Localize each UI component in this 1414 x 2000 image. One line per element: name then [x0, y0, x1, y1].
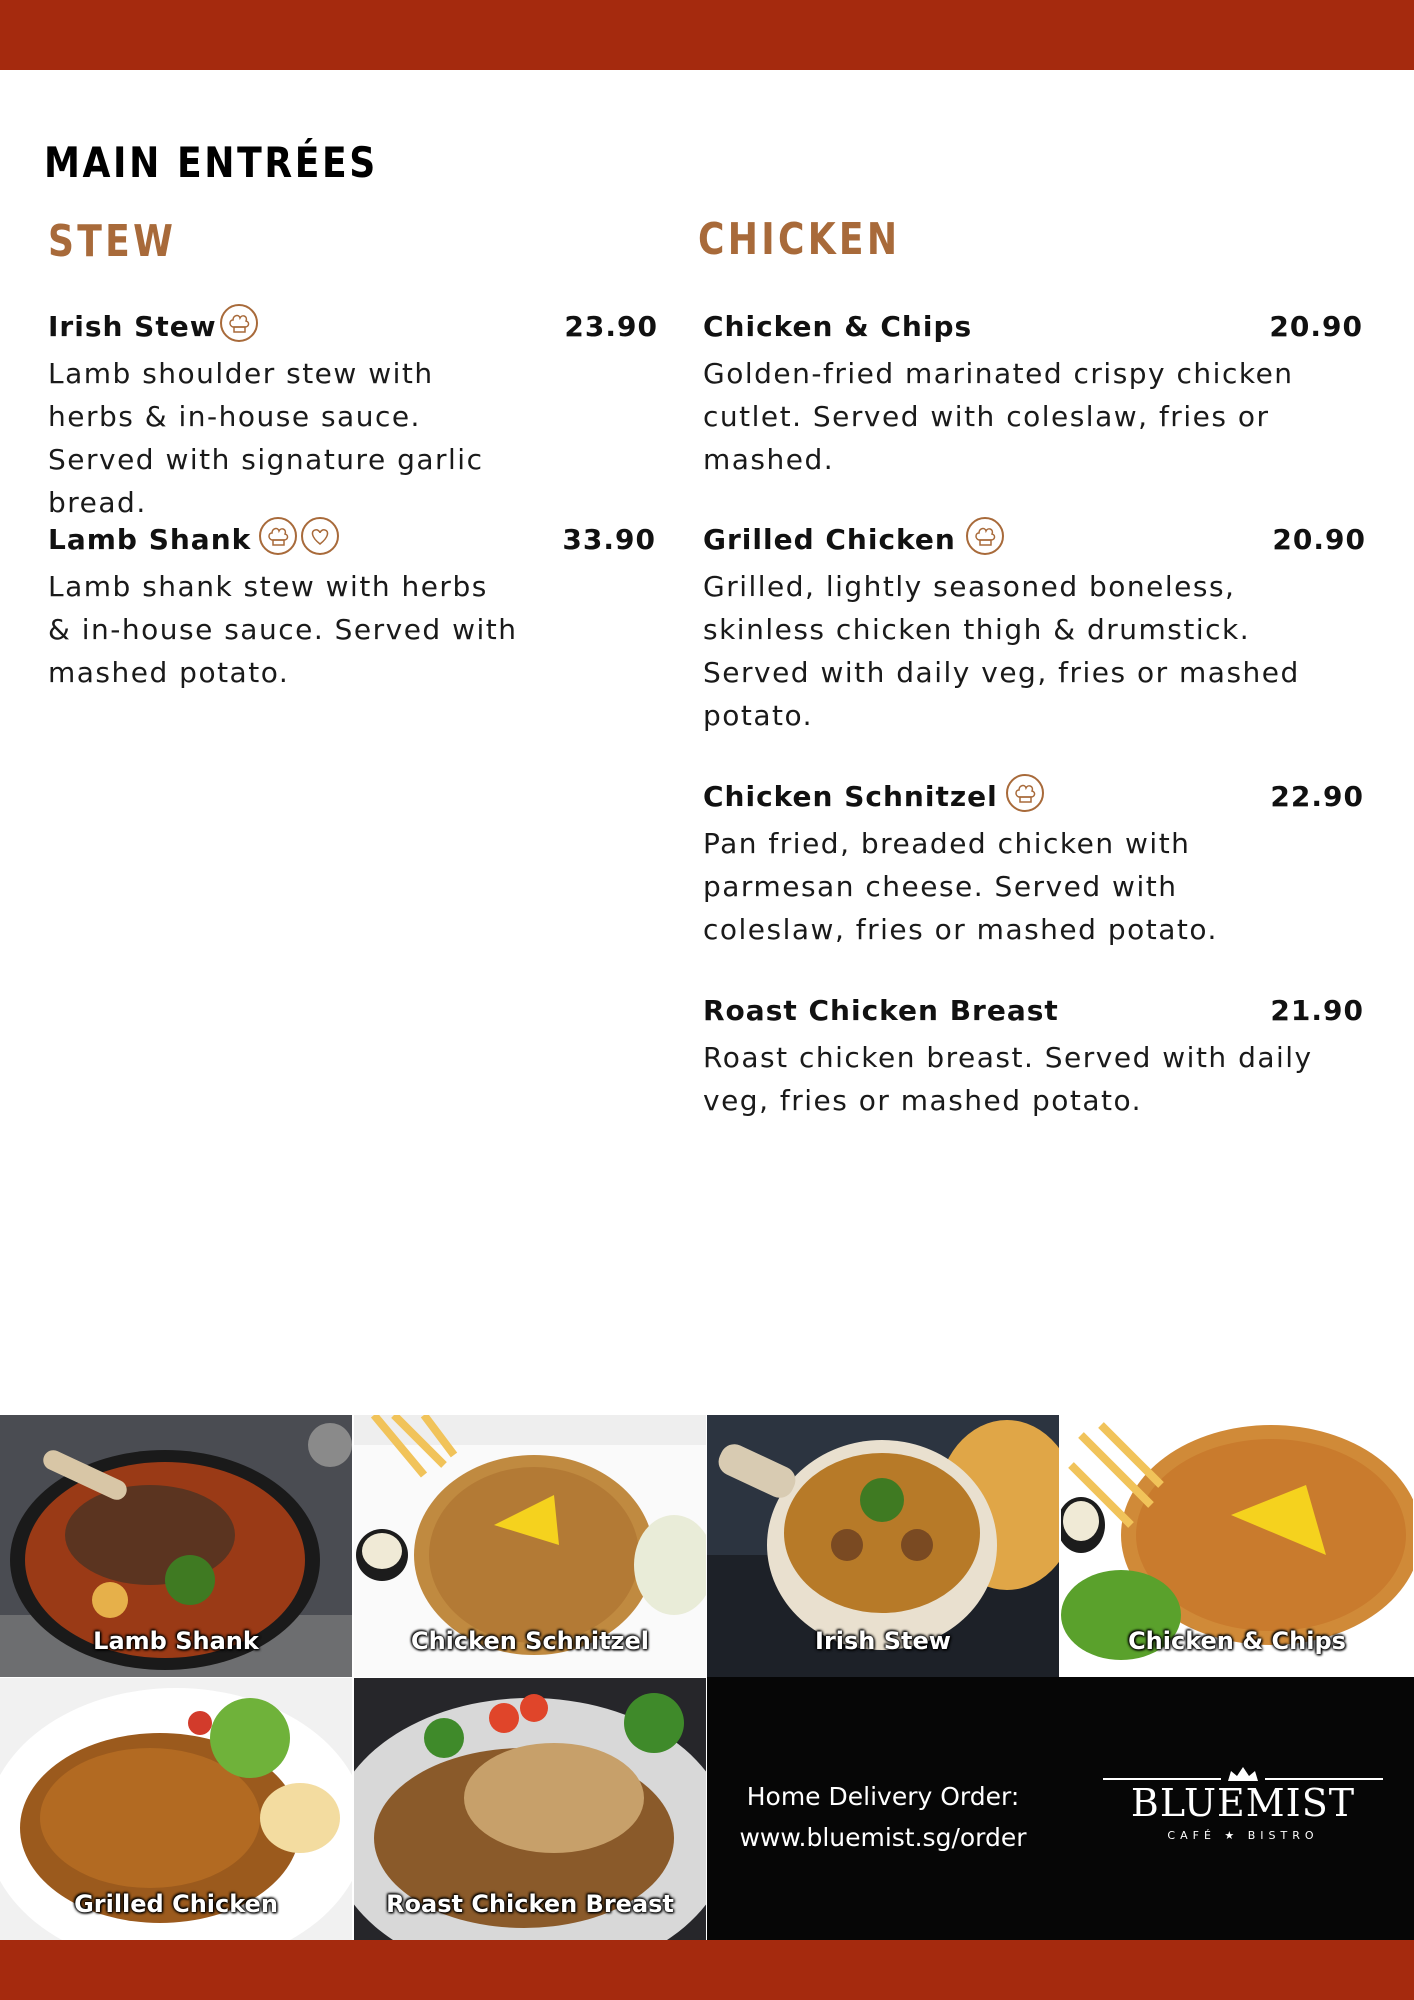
item-name: Chicken Schnitzel	[703, 780, 998, 813]
photo-caption: Lamb Shank	[93, 1627, 259, 1655]
photo-roast-chicken-breast	[354, 1678, 706, 1940]
item-name: Roast Chicken Breast	[703, 994, 1059, 1027]
logo-name: BLUEMIST	[1130, 1781, 1356, 1825]
item-price: 22.90	[1270, 780, 1364, 813]
chef-hat-icon	[220, 304, 258, 342]
delivery-label: Home Delivery Order:	[746, 1782, 1020, 1811]
item-price: 20.90	[1272, 523, 1366, 556]
photo-caption: Grilled Chicken	[74, 1890, 278, 1918]
photo-caption: Chicken Schnitzel	[410, 1627, 650, 1655]
bottom-band	[0, 1940, 1414, 2000]
top-band	[0, 0, 1414, 70]
chef-hat-icon	[966, 517, 1004, 555]
item-price: 23.90	[564, 310, 658, 343]
delivery-info	[733, 1776, 1033, 1858]
item-description: Roast chicken breast. Served with daily veg, fries or mashed potato.	[703, 1041, 1313, 1117]
menu-item-roast-chicken-breast	[703, 994, 1364, 1122]
menu-item-lamb-shank	[48, 523, 656, 694]
item-description: Grilled, lightly seasoned boneless, skinless chicken thigh & drumstick. Served with daily veg, fries or mashed potato.	[703, 570, 1300, 732]
photo-lamb-shank	[0, 1415, 352, 1677]
item-name: Grilled Chicken	[703, 523, 956, 556]
item-description: Golden-fried marinated crispy chicken cutlet. Served with coleslaw, fries or mashed.	[703, 357, 1294, 476]
photo-caption: Chicken & Chips	[1128, 1627, 1346, 1655]
page-title: MAIN ENTRÉES	[44, 138, 378, 187]
photo-chicken-schnitzel	[354, 1415, 706, 1677]
heart-icon	[301, 517, 339, 555]
section-title-stew: STEW	[48, 216, 177, 267]
section-title-chicken: CHICKEN	[698, 214, 901, 265]
chef-hat-icon	[1006, 774, 1044, 812]
photo-grilled-chicken	[0, 1678, 352, 1940]
menu-item-grilled-chicken	[703, 523, 1366, 737]
item-price: 21.90	[1270, 994, 1364, 1027]
item-price: 20.90	[1269, 310, 1363, 343]
item-price: 33.90	[562, 523, 656, 556]
photo-irish-stew	[707, 1415, 1059, 1677]
item-description: Lamb shank stew with herbs & in-house sauce. Served with mashed potato.	[48, 570, 518, 689]
item-description: Lamb shoulder stew with herbs & in-house sauce. Served with signature garlic bread.	[48, 357, 484, 519]
menu-item-chicken-and-chips	[703, 310, 1363, 481]
delivery-panel	[707, 1677, 1414, 1940]
item-description: Pan fried, breaded chicken with parmesan cheese. Served with coleslaw, fries or mashed potato.	[703, 827, 1218, 946]
delivery-url[interactable]: www.bluemist.sg/order	[739, 1823, 1027, 1852]
item-name: Lamb Shank	[48, 523, 252, 556]
chef-hat-icon	[259, 517, 297, 555]
photo-caption: Roast Chicken Breast	[386, 1890, 674, 1918]
item-name: Irish Stew	[48, 310, 217, 343]
item-name: Chicken & Chips	[703, 310, 973, 343]
logo-subtitle: CAFÉ ★ BISTRO	[1167, 1829, 1319, 1842]
menu-item-irish-stew	[48, 310, 658, 524]
photo-caption: Irish Stew	[815, 1627, 951, 1655]
photo-chicken-and-chips	[1061, 1415, 1413, 1677]
bluemist-logo	[1103, 1765, 1383, 1855]
menu-item-chicken-schnitzel	[703, 780, 1364, 951]
